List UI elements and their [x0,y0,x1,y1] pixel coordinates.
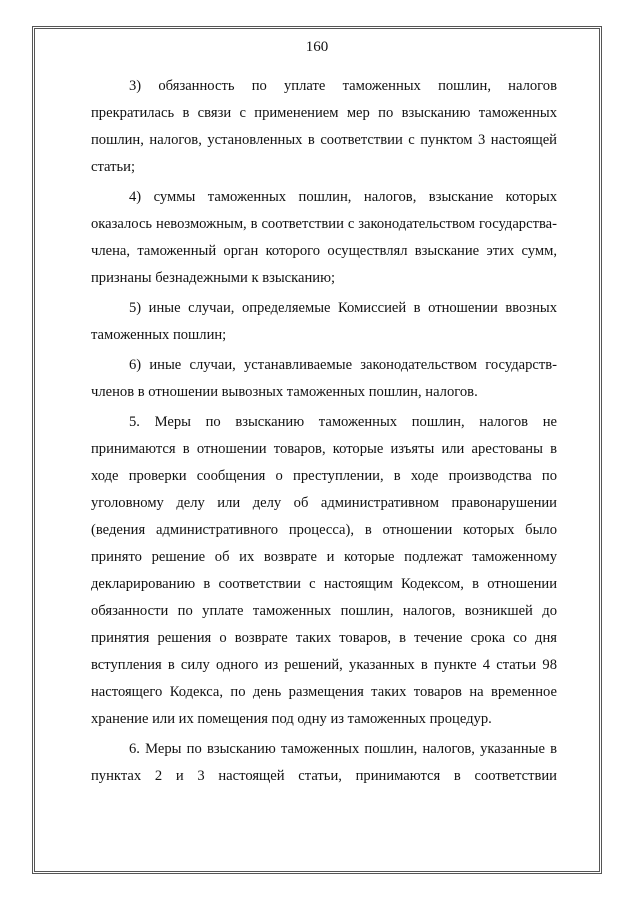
paragraph-item-6: 6) иные случаи, устанавливаемые законодательством государств-членов в отношении вывозных таможенных пошлин, налогов. [91,357,557,400]
paragraph-item-5: 5) иные случаи, определяемые Комиссией в отношении ввозных таможенных пошлин; [91,300,557,343]
paragraph-item-3: 3) обязанность по уплате таможенных пошлин, налогов прекратилась в связи с применением мер по взысканию таможенных пошлин, налогов, установленных в соответствии с пунктом 3 настоящей статьи; [91,78,557,175]
page-number: 160 [305,39,329,55]
page-frame [32,26,602,874]
document-body [91,73,557,790]
paragraph-item-4: 4) суммы таможенных пошлин, налогов, взыскание которых оказалось невозможным, в соответствии с законодательством государства-члена, таможенный орган которого осуществлял взыскание этих сумм, признаны безнадежными к взысканию; [91,189,557,286]
paragraph-point-6: 6. Меры по взысканию таможенных пошлин, налогов, указанные в пунктах 2 и 3 настоящей статьи, принимаются в соответствии [91,741,557,784]
paragraph-point-5: 5. Меры по взысканию таможенных пошлин, налогов не принимаются в отношении товаров, которые изъяты или арестованы в ходе проверки сообщения о преступлении, в ходе производства по уголовному делу или делу об административном правонарушении (ведения административного процесса), в отношении которых было принято решение об их возврате и которые подлежат таможенному декларированию в соответствии с настоящим Кодексом, в отношении обязанности по уплате таможенных пошлин, налогов, возникшей до принятия решения о возврате таких товаров, в течение срока со дня вступления в силу одного из решений, указанных в пункте 4 статьи 98 настоящего Кодекса, по день размещения таких товаров на временное хранение или их помещения под одну из таможенных процедур. [91,414,557,727]
